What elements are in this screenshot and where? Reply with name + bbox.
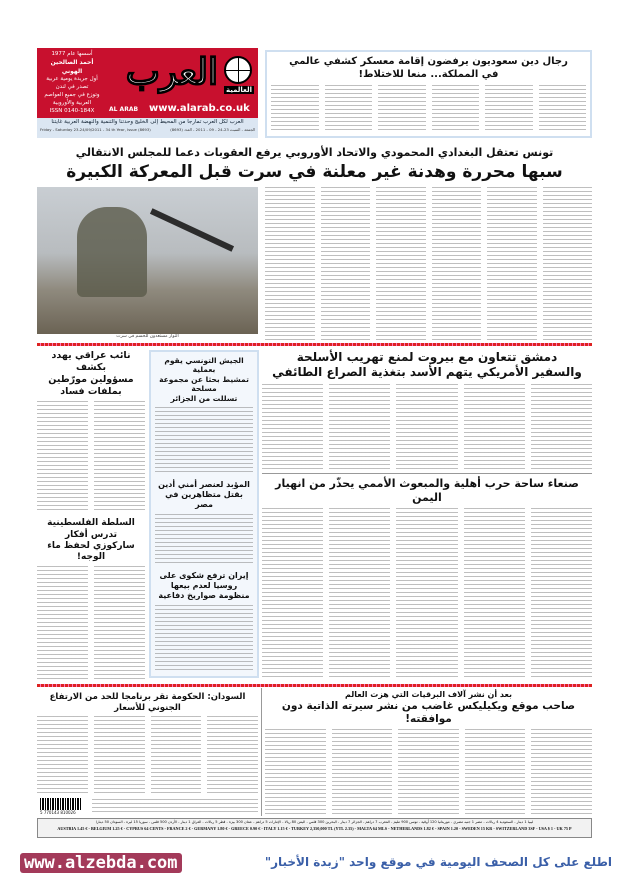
divider bbox=[37, 343, 592, 346]
damascus-headline[interactable] bbox=[262, 350, 592, 380]
lead-section bbox=[37, 146, 592, 340]
tunisia-army-headline[interactable] bbox=[155, 356, 253, 403]
top-story-box bbox=[265, 50, 592, 138]
wikileaks-body bbox=[265, 729, 592, 815]
left-section bbox=[37, 350, 145, 679]
globe-icon bbox=[224, 56, 252, 84]
wikileaks-headline[interactable]: صاحب موقع ويكيليكس غاضب من نشر سيرته الذاتية دون موافقته! bbox=[281, 700, 576, 726]
photo-caption: الثوار مستعدون للحسم في سرت bbox=[116, 334, 179, 340]
prices-latin: AUSTRIA 1.45 € - BELGIUM 1.25 € - CYPRUS 64 CENTS - FRANCE 2 € - GERMANY 1.80 € - GREECE 0.90 € - ITALY 1.15 € - TURKEY 2,350,000 TL (YTL 2.35) - MALTA 64 MLS - NETHERLANDS 1.82 € - SPAIN 1.20 - SWEDEN 15 KR - SWITZERLAND 3SF - USA $ 1 - UK 75 P bbox=[57, 825, 572, 831]
masthead bbox=[37, 48, 258, 118]
lead-photo bbox=[37, 187, 258, 334]
tagline: وتوزع في جميع العواصم bbox=[44, 92, 100, 99]
story-body bbox=[155, 407, 253, 474]
right-section bbox=[262, 350, 592, 680]
sudan-body-cont bbox=[92, 799, 258, 814]
sudan-headline[interactable]: السودان: الحكومة تقر برنامجا للحد من الارتفاع الجنوني للأسعار bbox=[49, 692, 246, 713]
headline-line: دمشق تتعاون مع بيروت لمنع تهريب الأسلحة bbox=[296, 350, 558, 364]
divider bbox=[262, 473, 592, 474]
story-body bbox=[155, 605, 253, 672]
logo-sub: العالمية bbox=[225, 86, 252, 94]
wikileaks-section bbox=[265, 690, 592, 815]
price-strip bbox=[37, 818, 592, 838]
barcode bbox=[40, 798, 82, 810]
headline-line: تسللت من الجزائر bbox=[170, 393, 238, 403]
website-url[interactable]: www.alarab.co.uk bbox=[149, 103, 250, 114]
headline-line: بقتل متظاهرين في مصر bbox=[165, 490, 243, 510]
sudan-section bbox=[37, 692, 258, 796]
headline-line: السلطة الفلسطينية تدرس أفكار bbox=[47, 518, 135, 540]
headline-line: نائب عراقي يهدد بكشف bbox=[51, 350, 131, 373]
yemen-headline[interactable]: صنعاء ساحة حرب أهلية والمبعوث الأممي يحذّر من انهيار اليمن bbox=[275, 476, 579, 504]
tagline: أول جريدة يومية عربية bbox=[46, 76, 98, 83]
banner-site-link[interactable]: www.alzebda.com bbox=[20, 853, 182, 873]
palestine-body bbox=[37, 566, 145, 679]
damascus-body bbox=[262, 384, 592, 470]
headline-line: مسؤولين مورّطين بملفات فساد bbox=[48, 373, 134, 397]
lead-body bbox=[265, 187, 592, 340]
tagline: تصدر في لندن bbox=[55, 84, 89, 91]
slogan: العرب لكل العرب تمارجا من المحيط إلى الخليج وحدتنا والتنمية والنهضة العربية غايتنا bbox=[51, 119, 244, 125]
barcode-number: 5 770143 810026 bbox=[40, 810, 76, 815]
top-story-body bbox=[271, 85, 586, 132]
sidebar-box bbox=[149, 350, 259, 678]
headline-line: ساركوزي لحفظ ماء الوجه! bbox=[47, 540, 135, 562]
yemen-body bbox=[262, 508, 592, 680]
masthead-strip bbox=[37, 118, 258, 138]
banner-text[interactable]: اطلع على كل الصحف اليومية في موقع واحد "زبدة الأخبار" bbox=[264, 855, 612, 869]
logo-latin: AL ARAB bbox=[109, 106, 139, 113]
iraq-body bbox=[37, 401, 145, 514]
divider bbox=[37, 684, 592, 687]
headline-line: المؤبد لعنصر أمني أدين bbox=[158, 480, 250, 490]
date-ar: الجمعة - السبت 23-24 - 09 - 2011 - العدد (8693) bbox=[170, 126, 255, 132]
top-story-headline[interactable]: رجال دين سعوديون يرفضون إقامة معسكر كشفي عالمي bbox=[289, 56, 568, 67]
headline-line: الجيش التونسي يقوم بعملية bbox=[164, 356, 244, 375]
palestine-headline[interactable] bbox=[37, 518, 145, 563]
date-en: Friday - Saturday 23-24/09/2011 - 34 th Year, Issue (8693) bbox=[40, 126, 151, 132]
issn: ISSN 0140-184X bbox=[49, 108, 95, 115]
wikileaks-subhead[interactable]: بعد أن نشر آلاف البرقيات التي هزت العالم bbox=[344, 690, 513, 699]
lead-headline[interactable]: سبها محررة وهدنة غير معلنة في سرت قبل المعركة الكبيرة bbox=[66, 161, 563, 182]
headline-line: والسفير الأمريكي يتهم الأسد بتغذية الصراع الطائفي bbox=[272, 365, 582, 379]
sudan-body bbox=[37, 716, 258, 796]
headline-line: منظومة صواريخ دفاعية bbox=[158, 590, 250, 600]
divider bbox=[261, 688, 262, 816]
story-body bbox=[155, 514, 253, 564]
headline-line: إيران ترفع شكوى على روسيا لعدم بيعها bbox=[159, 570, 249, 590]
headline-line: تمشيط بحثا عن مجموعة مسلحة bbox=[159, 374, 249, 394]
lead-subhead[interactable]: تونس تعتقل البغدادي المحمودي والاتحاد الأوروبي يرفع العقوبات دعما للمجلس الانتقالي bbox=[75, 146, 554, 159]
top-story-headline[interactable]: في المملكة... منعا للاختلاط! bbox=[358, 68, 499, 80]
iraq-headline[interactable] bbox=[37, 350, 145, 398]
tagline: العربية والأوروبية bbox=[52, 100, 92, 107]
logo: العرب bbox=[125, 51, 218, 93]
egypt-headline[interactable] bbox=[155, 480, 253, 510]
founded: أسسها عام 1977 bbox=[51, 51, 93, 57]
iran-headline[interactable] bbox=[155, 571, 253, 601]
prices-arabic: ليبيا 1 دينار - السعودية 4 ريالات - مصر 1 جنيه مصري - موريتانيا 120 أوقية - تونس 900 مليم - المغرب 7 دراهم - الجزائر 7 دينار - البحرين 300 فلس - اليمن 80 ريالا - الإمارات 5 دراهم - عمان 300 بيزة - قطر 5 ريالات - العراق 1 دينار - الأردن 500 فلس - سوريا 15 ليرة - السودان 50 دينارا bbox=[95, 820, 534, 824]
founder: أحمد الصالحين الهوني bbox=[50, 58, 94, 75]
